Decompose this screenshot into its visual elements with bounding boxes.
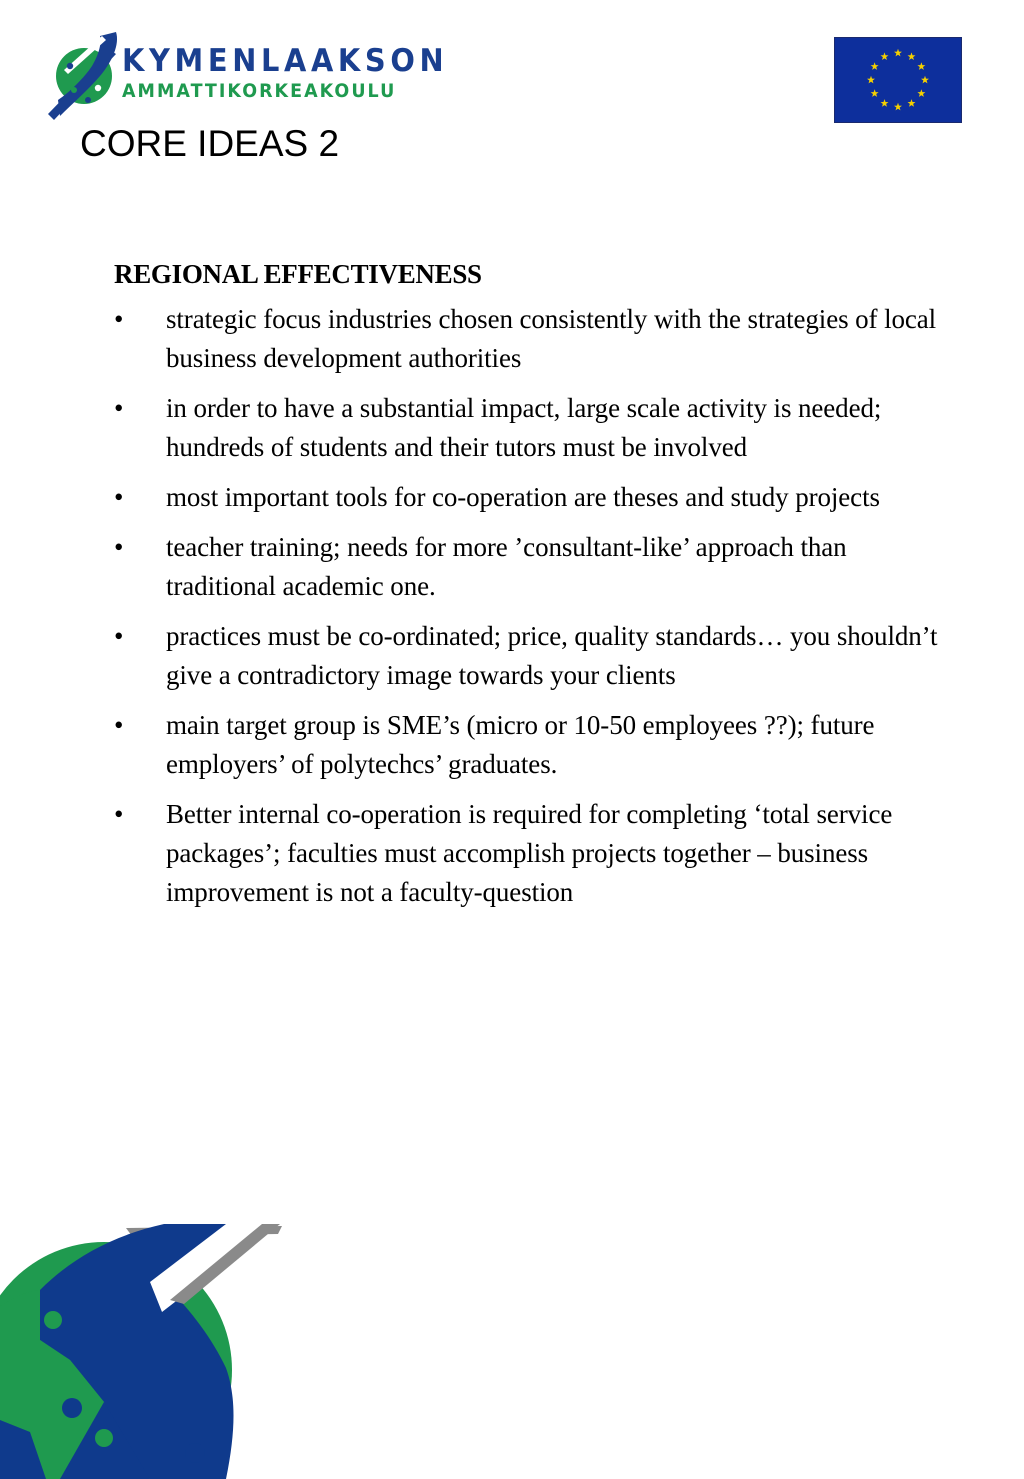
bullet-text: most important tools for co-operation are theses and study projects: [166, 482, 880, 512]
bullet-item: [114, 528, 954, 606]
bullet-marker: •: [114, 482, 124, 512]
bullet-marker: •: [114, 532, 124, 562]
bullet-marker: •: [114, 710, 124, 740]
bullet-text: teacher training; needs for more ’consultant-like’ approach than traditional academic one.: [166, 532, 847, 601]
content-body: [114, 255, 954, 923]
bullet-item: [114, 300, 954, 378]
bullet-item: [114, 478, 954, 517]
eu-star-icon: [871, 62, 879, 70]
kymenlaakson-logo-icon: [40, 30, 130, 122]
bullet-marker: •: [114, 621, 124, 651]
eu-flag: [834, 37, 962, 123]
eu-star-icon: [871, 89, 879, 97]
corner-emblem-icon: [0, 1220, 300, 1479]
eu-star-icon: [867, 76, 875, 84]
logo-name-line2: AMMATTIKORKEAKOULU: [122, 80, 397, 102]
logo-wordmark: [122, 43, 473, 102]
eu-star-icon: [894, 49, 902, 57]
bullet-item: [114, 389, 954, 467]
bullet-text: Better internal co-operation is required for completing ‘total service packages’; faculties must accomplish projects together – business improvement is not a faculty-question: [166, 799, 893, 907]
bullet-item: [114, 706, 954, 784]
bullet-item: [114, 795, 954, 912]
bullet-marker: •: [114, 393, 124, 423]
eu-star-icon: [908, 52, 916, 60]
logo-name-line1: KYMENLAAKSON: [122, 43, 449, 79]
eu-star-icon: [921, 76, 929, 84]
bullet-text: in order to have a substantial impact, large scale activity is needed; hundreds of students and their tutors must be involved: [166, 393, 882, 462]
slide-title: CORE IDEAS 2: [80, 123, 340, 164]
bullet-text: practices must be co-ordinated; price, quality standards… you shouldn’t give a contradictory image towards your clients: [166, 621, 938, 690]
bullet-list: [114, 300, 954, 912]
bullet-text: main target group is SME’s (micro or 10-50 employees ??); future employers’ of polytechcs’ graduates.: [166, 710, 875, 779]
bullet-marker: •: [114, 304, 124, 334]
eu-star-icon: [894, 103, 902, 111]
bullet-text: strategic focus industries chosen consistently with the strategies of local business development authorities: [166, 304, 937, 373]
eu-star-icon: [917, 89, 925, 97]
eu-star-icon: [881, 52, 889, 60]
bullet-item: [114, 617, 954, 695]
section-heading: REGIONAL EFFECTIVENESS: [114, 259, 482, 289]
bullet-marker: •: [114, 799, 124, 829]
eu-star-icon: [881, 99, 889, 107]
eu-stars-icon: [835, 38, 961, 122]
eu-star-icon: [908, 99, 916, 107]
eu-star-icon: [917, 62, 925, 70]
